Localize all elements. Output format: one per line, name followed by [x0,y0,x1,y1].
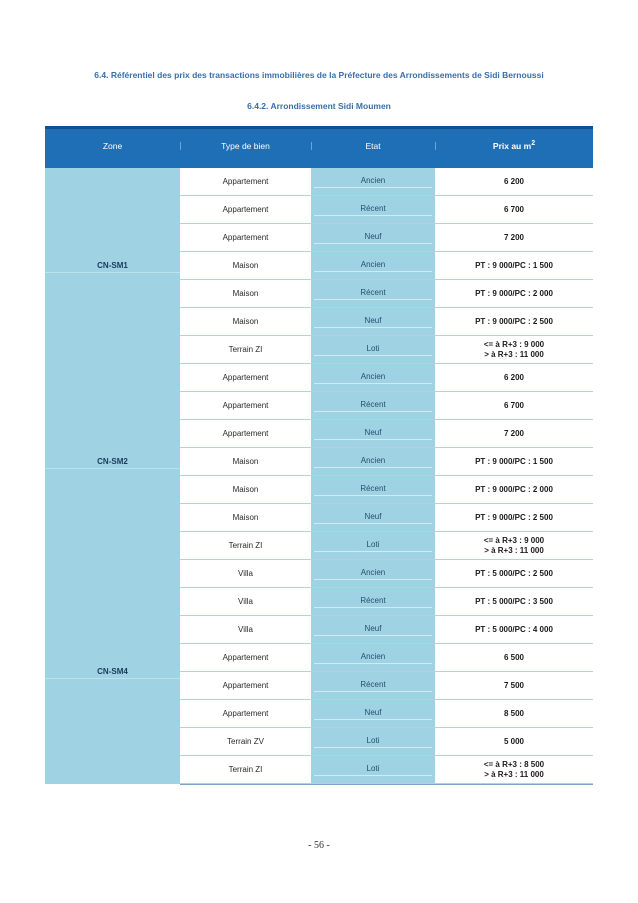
cell-type: Terrain ZV [227,737,264,746]
cell-type: Villa [238,569,253,578]
cell-etat [311,448,435,475]
zone-group [45,560,593,784]
table-row [180,672,593,700]
cell-prix-line: PT : 9 000/PC : 2 500 [475,512,553,522]
cell-prix [435,700,593,727]
cell-etat [311,280,435,307]
cell-type: Appartement [222,205,269,214]
zone-label: CN-SM2 [45,456,180,469]
table-row [180,504,593,532]
table-row [180,392,593,420]
cell-prix [435,672,593,699]
section-title: 6.4. Référentiel des prix des transactions immobilières de la Préfecture des Arrondissements de Sidi Bernoussi [94,70,544,80]
cell-prix-line: <= à R+3 : 8 500 [483,759,545,769]
cell-etat-label: Récent [314,595,432,608]
cell-prix [435,196,593,223]
cell-etat [311,364,435,391]
cell-prix-line: PT : 9 000/PC : 2 000 [475,288,553,298]
header-zone: Zone [102,141,123,151]
cell-etat [311,252,435,279]
cell-prix [435,364,593,391]
cell-etat-label: Neuf [314,623,432,636]
table-row [180,420,593,448]
cell-prix [435,728,593,755]
cell-type: Maison [232,457,259,466]
cell-etat-label: Neuf [314,231,432,244]
subsection-title: 6.4.2. Arrondissement Sidi Moumen [247,101,391,111]
cell-prix [435,448,593,475]
cell-type: Maison [232,261,259,270]
cell-type: Appartement [222,233,269,242]
cell-type: Villa [238,625,253,634]
header-prix-exponent: 2 [531,139,536,147]
cell-etat-label: Récent [314,287,432,300]
cell-etat-label: Loti [314,735,432,748]
zone-cell [45,168,180,365]
table-row [180,448,593,476]
cell-etat-label: Récent [314,483,432,496]
cell-etat [311,476,435,503]
cell-etat [311,504,435,531]
cell-prix [435,224,593,251]
cell-type: Appartement [222,401,269,410]
cell-etat-label: Récent [314,203,432,216]
table-row [180,644,593,672]
cell-type: Appartement [222,177,269,186]
cell-type: Terrain ZI [228,345,263,354]
cell-etat [311,336,435,363]
cell-prix-line: 6 500 [503,652,525,662]
header-prix [435,129,593,163]
cell-prix [435,336,593,363]
cell-prix-line: PT : 5 000/PC : 2 500 [475,568,553,578]
table-row [180,308,593,336]
cell-etat-label: Ancien [314,455,432,468]
table-row [180,476,593,504]
table-row [180,168,593,196]
cell-prix [435,532,593,559]
header-type: Type de bien [221,141,270,151]
table-row [180,364,593,392]
cell-prix [435,616,593,643]
table-row [180,224,593,252]
header-prix-label: Prix au m [492,141,532,151]
cell-prix-line: 5 000 [503,736,525,746]
cell-etat-label: Ancien [314,651,432,664]
table-row [180,700,593,728]
cell-prix [435,392,593,419]
cell-etat [311,728,435,755]
cell-etat-label: Ancien [314,259,432,272]
table-row [180,336,593,364]
table-row [180,280,593,308]
cell-etat [311,644,435,671]
cell-prix-line: PT : 5 000/PC : 3 500 [475,596,553,606]
page-number: - 56 - [308,840,330,851]
cell-etat [311,616,435,643]
cell-prix [435,308,593,335]
cell-etat [311,308,435,335]
cell-prix-line: 6 200 [503,372,525,382]
cell-type: Appartement [222,681,269,690]
cell-prix-line: > à R+3 : 11 000 [484,545,544,555]
table-row [180,616,593,644]
cell-etat-label: Récent [314,399,432,412]
cell-prix-line: 6 700 [503,400,525,410]
cell-prix-line: PT : 5 000/PC : 4 000 [475,624,553,634]
cell-prix [435,252,593,279]
cell-etat [311,560,435,587]
cell-etat-label: Neuf [314,427,432,440]
cell-prix-line: 6 200 [503,176,525,186]
cell-type: Terrain ZI [228,765,263,774]
cell-prix [435,644,593,671]
cell-prix-line: PT : 9 000/PC : 2 500 [475,316,553,326]
cell-prix-line: 8 500 [503,708,525,718]
cell-prix-line: 7 500 [503,680,525,690]
zone-group [45,168,593,364]
cell-prix-line: PT : 9 000/PC : 2 000 [475,484,553,494]
cell-prix-line: PT : 9 000/PC : 1 500 [475,260,553,270]
cell-prix [435,756,593,783]
cell-type: Maison [232,289,259,298]
cell-prix [435,168,593,195]
table-row [180,560,593,588]
header-etat: Etat [365,141,381,151]
cell-prix-line: > à R+3 : 11 000 [484,769,544,779]
cell-etat [311,420,435,447]
cell-etat [311,672,435,699]
cell-etat-label: Ancien [314,567,432,580]
cell-prix-line: <= à R+3 : 9 000 [483,339,545,349]
table-row [180,588,593,616]
cell-type: Appartement [222,373,269,382]
table-row [180,728,593,756]
table-row [180,756,593,784]
cell-type: Maison [232,317,259,326]
table-row [180,196,593,224]
cell-prix-line: 7 200 [503,232,525,242]
cell-etat-label: Neuf [314,315,432,328]
cell-etat [311,532,435,559]
cell-etat [311,392,435,419]
cell-prix [435,420,593,447]
cell-etat-label: Neuf [314,511,432,524]
cell-etat-label: Loti [314,343,432,356]
cell-etat [311,224,435,251]
cell-prix [435,588,593,615]
table-row [180,532,593,560]
cell-type: Terrain ZI [228,541,263,550]
zone-cell [45,560,180,785]
cell-prix-line: 6 700 [503,204,525,214]
cell-etat-label: Ancien [314,371,432,384]
cell-etat-label: Ancien [314,175,432,188]
zone-label: CN-SM1 [45,260,180,273]
zone-label: CN-SM4 [45,666,180,679]
cell-type: Appartement [222,429,269,438]
cell-prix-line: <= à R+3 : 9 000 [483,535,545,545]
cell-etat [311,168,435,195]
cell-etat-label: Loti [314,763,432,776]
cell-etat [311,700,435,727]
zone-group [45,364,593,560]
cell-etat-label: Neuf [314,707,432,720]
cell-type: Maison [232,513,259,522]
cell-type: Villa [238,597,253,606]
table-row [180,252,593,280]
cell-prix [435,504,593,531]
cell-prix [435,560,593,587]
cell-prix-line: > à R+3 : 11 000 [484,349,544,359]
cell-etat-label: Loti [314,539,432,552]
cell-etat-label: Récent [314,679,432,692]
cell-prix-line: PT : 9 000/PC : 1 500 [475,456,553,466]
zone-cell [45,364,180,561]
cell-prix [435,280,593,307]
cell-type: Appartement [222,709,269,718]
cell-type: Maison [232,485,259,494]
table-body [45,168,593,784]
price-table [45,126,593,785]
cell-type: Appartement [222,653,269,662]
table-header [45,126,593,163]
cell-etat [311,756,435,783]
cell-etat [311,588,435,615]
cell-etat [311,196,435,223]
cell-prix-line: 7 200 [503,428,525,438]
cell-prix [435,476,593,503]
